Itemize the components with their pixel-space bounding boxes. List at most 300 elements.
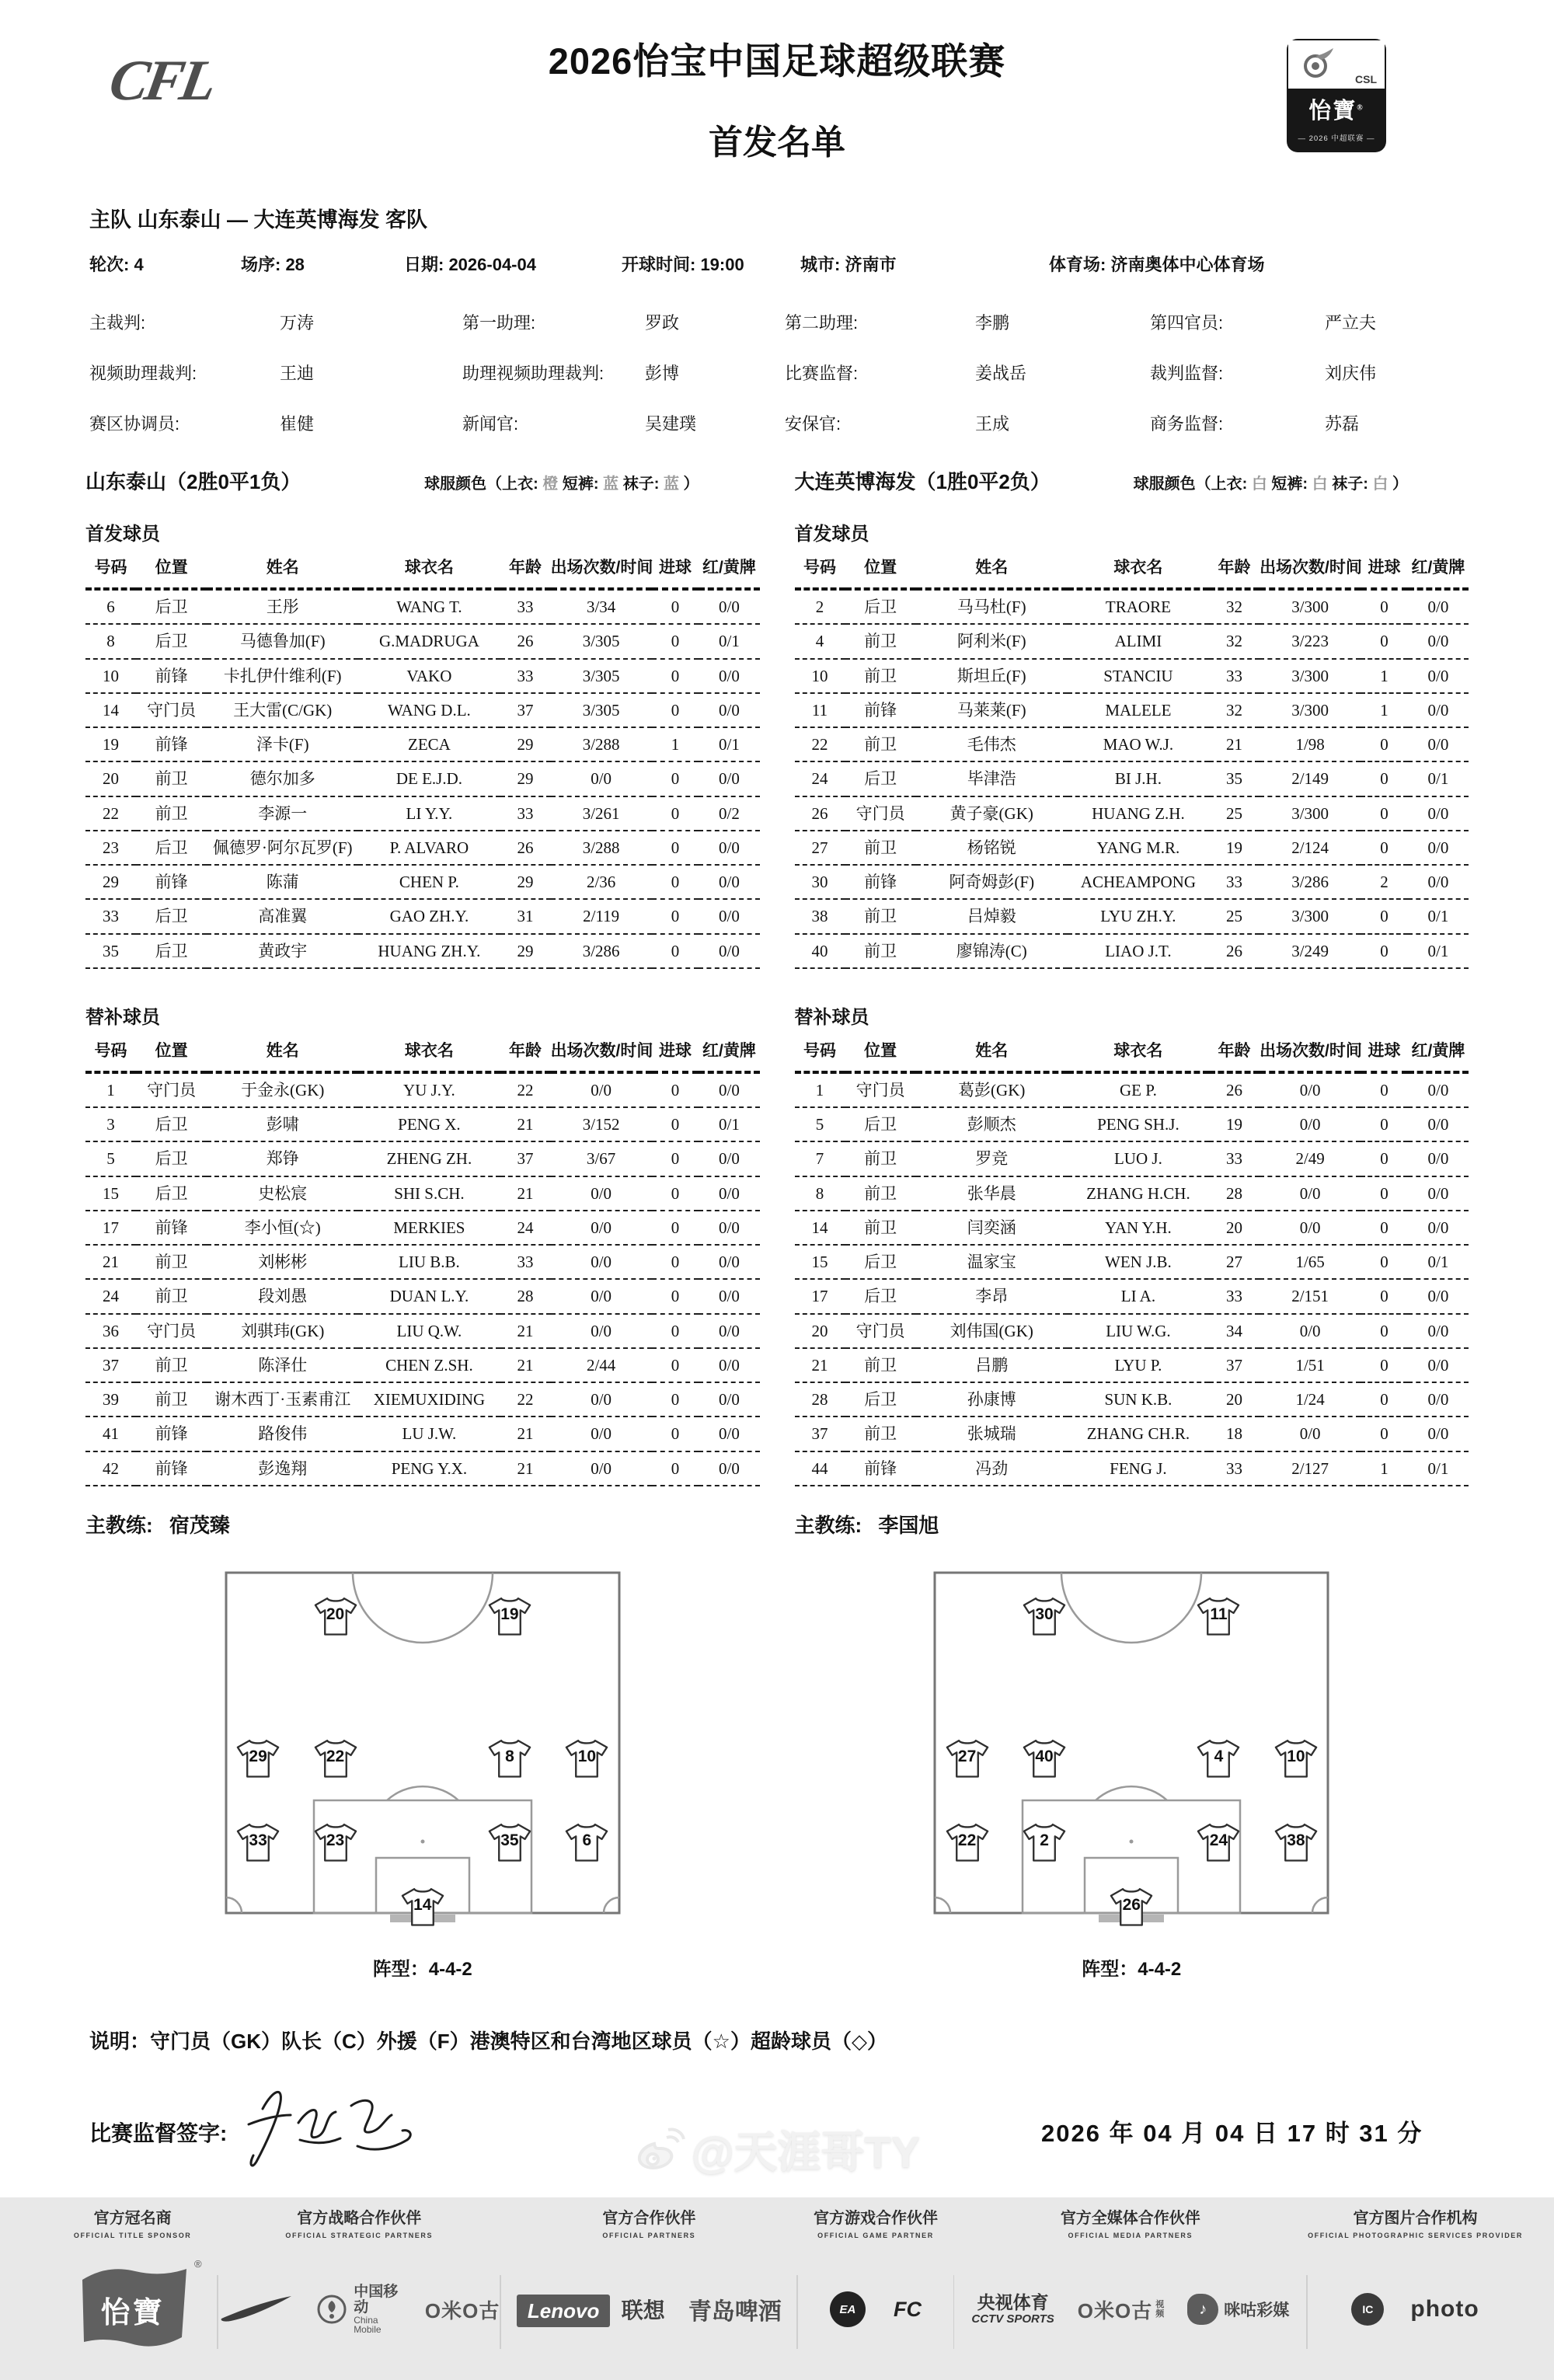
yibao-flag-logo — [75, 2257, 202, 2358]
yibao-reg: ® — [194, 2257, 202, 2270]
cell-goals: 0 — [1361, 1107, 1408, 1141]
pitch-lines — [225, 1571, 621, 1927]
cell-shirt-name: ALIMI — [1068, 624, 1209, 658]
cell-number: 14 — [85, 693, 136, 727]
table-row — [85, 1279, 760, 1313]
cell-goals: 0 — [652, 659, 699, 693]
home-coach-name: 宿茂臻 — [169, 1513, 230, 1537]
cell-shirt-name: ZHANG CH.R. — [1068, 1417, 1209, 1451]
watermark — [0, 2118, 1554, 2180]
cell-shirt-name: WANG T. — [358, 589, 500, 624]
jersey-number: 22 — [957, 1831, 977, 1850]
cell-apps-minutes: 0/0 — [1260, 1107, 1361, 1141]
player-jersey — [1274, 1822, 1319, 1864]
official-label: 第二助理: — [785, 313, 859, 333]
cell-age: 21 — [500, 1451, 551, 1486]
home-kit-colors — [424, 471, 759, 493]
cell-position: 守门员 — [845, 1072, 916, 1107]
cell-cards: 0/1 — [699, 1107, 759, 1141]
cell-cards: 0/1 — [699, 624, 759, 658]
cell-apps-minutes: 2/149 — [1260, 761, 1361, 796]
player-jersey — [235, 1738, 280, 1780]
cell-name: 高准翼 — [207, 899, 358, 933]
player-jersey — [313, 1822, 358, 1864]
cell-shirt-name: LIU Q.W. — [358, 1314, 500, 1348]
cell-position: 前卫 — [136, 1348, 207, 1382]
sponsor-label-en: OFFICIAL STRATEGIC PARTNERS — [285, 2231, 434, 2239]
cell-apps-minutes: 0/0 — [551, 1279, 652, 1313]
info-item: 场序: 28 — [241, 255, 305, 274]
cell-cards: 0/1 — [699, 727, 759, 761]
sponsor-group-strategic — [218, 2205, 500, 2380]
cell-apps-minutes: 0/0 — [551, 1417, 652, 1451]
cell-age: 21 — [500, 1176, 551, 1211]
cell-name: 阿奇姆彭(F) — [916, 865, 1068, 899]
cell-cards: 0/0 — [699, 899, 759, 933]
table-row — [795, 727, 1469, 761]
cell-age: 22 — [500, 1382, 551, 1417]
cell-cards: 0/0 — [1408, 693, 1469, 727]
cell-goals: 0 — [652, 1451, 699, 1486]
column-header: 球衣名 — [1068, 1035, 1209, 1072]
table-row — [85, 796, 760, 831]
table-row — [85, 1314, 760, 1348]
badge-brand-text: 怡寶 — [1308, 99, 1357, 124]
kit-socks-color: 蓝 — [663, 476, 679, 493]
china-mobile-cn: 中国移动 — [354, 2283, 399, 2316]
home-starters-title: 首发球员 — [85, 524, 160, 545]
kit-shorts-color: 白 — [1312, 476, 1328, 493]
cell-age: 26 — [1209, 1072, 1260, 1107]
table-row — [795, 624, 1469, 658]
official-value: 姜战岳 — [975, 364, 1027, 383]
cell-position: 守门员 — [845, 1314, 916, 1348]
cell-shirt-name: WEN J.B. — [1068, 1245, 1209, 1279]
cell-position: 前卫 — [845, 899, 916, 933]
cell-goals: 0 — [652, 624, 699, 658]
cell-shirt-name: LYU P. — [1068, 1348, 1209, 1382]
jersey-number: 22 — [326, 1748, 345, 1766]
table-row — [795, 1314, 1469, 1348]
column-header: 号码 — [795, 1035, 845, 1072]
cell-age: 21 — [1209, 727, 1260, 761]
cell-position: 后卫 — [136, 831, 207, 865]
table-header-row — [795, 1035, 1469, 1072]
cell-shirt-name: DUAN L.Y. — [358, 1279, 500, 1313]
column-header: 球衣名 — [1068, 552, 1209, 589]
watermark-text: @天涯哥TY — [691, 2127, 921, 2176]
home-coach-line — [85, 1510, 760, 1538]
jersey-number: 11 — [1210, 1605, 1228, 1624]
cell-cards: 0/0 — [699, 693, 759, 727]
cell-name: 张华晨 — [916, 1176, 1068, 1211]
cell-age: 37 — [500, 1141, 551, 1176]
cell-name: 郑铮 — [207, 1141, 358, 1176]
cell-goals: 0 — [1361, 1314, 1408, 1348]
cell-number: 39 — [85, 1382, 136, 1417]
legend-notes: 说明：守门员（GK）队长（C）外援（F）港澳特区和台湾地区球员（☆）超龄球员（◇） — [89, 2029, 887, 2053]
cell-apps-minutes: 2/44 — [551, 1348, 652, 1382]
cell-number: 40 — [795, 934, 845, 968]
column-header: 进球 — [1361, 1035, 1408, 1072]
lenovo-logo — [517, 2294, 665, 2325]
table-row — [85, 589, 760, 624]
cell-goals: 0 — [652, 796, 699, 831]
cell-cards: 0/0 — [699, 1417, 759, 1451]
cell-number: 20 — [85, 761, 136, 796]
cell-position: 后卫 — [845, 589, 916, 624]
cell-goals: 0 — [652, 1314, 699, 1348]
cell-age: 18 — [1209, 1417, 1260, 1451]
cell-cards: 0/1 — [1408, 1245, 1469, 1279]
cell-name: 于金永(GK) — [207, 1072, 358, 1107]
table-row — [795, 865, 1469, 899]
column-header: 位置 — [845, 552, 916, 589]
cell-goals: 0 — [652, 1245, 699, 1279]
cell-apps-minutes: 2/127 — [1260, 1451, 1361, 1486]
cell-goals: 0 — [1361, 761, 1408, 796]
column-header: 出场次数/时间 — [1260, 1035, 1361, 1072]
cell-position: 前锋 — [136, 1451, 207, 1486]
cell-name: 彭啸 — [207, 1107, 358, 1141]
cell-position: 前卫 — [136, 1245, 207, 1279]
jersey-number: 20 — [326, 1605, 345, 1624]
cell-name: 斯坦丘(F) — [916, 659, 1068, 693]
official-label: 商务监督: — [1150, 414, 1224, 434]
cell-position: 前卫 — [845, 831, 916, 865]
cell-age: 32 — [1209, 624, 1260, 658]
table-row — [795, 693, 1469, 727]
cell-name: 路俊伟 — [207, 1417, 358, 1451]
cell-goals: 0 — [652, 1382, 699, 1417]
cell-name: 彭顺杰 — [916, 1107, 1068, 1141]
kit-label: 球服颜色（上衣: — [1133, 476, 1248, 493]
cell-shirt-name: PENG Y.X. — [358, 1451, 500, 1486]
cell-cards: 0/0 — [1408, 865, 1469, 899]
cell-number: 24 — [85, 1279, 136, 1313]
cell-number: 42 — [85, 1451, 136, 1486]
cell-apps-minutes: 3/300 — [1260, 589, 1361, 624]
cell-shirt-name: YU J.Y. — [358, 1072, 500, 1107]
jersey-number: 33 — [249, 1831, 267, 1850]
cell-number: 37 — [85, 1348, 136, 1382]
away-subs-title: 替补球员 — [794, 1006, 869, 1028]
cell-shirt-name: WANG D.L. — [358, 693, 500, 727]
cell-name: 马马杜(F) — [916, 589, 1068, 624]
table-row — [85, 693, 760, 727]
ea-sports-icon: EA — [830, 2291, 866, 2327]
cell-number: 37 — [795, 1417, 845, 1451]
cell-age: 34 — [1209, 1314, 1260, 1348]
cell-name: 黄政宇 — [207, 934, 358, 968]
table-row — [85, 899, 760, 933]
cell-goals: 0 — [652, 1211, 699, 1245]
cell-goals: 0 — [652, 1348, 699, 1382]
lenovo-cn: 联想 — [621, 2298, 665, 2323]
cell-position: 守门员 — [845, 796, 916, 831]
cell-goals: 0 — [652, 1141, 699, 1176]
table-row — [795, 796, 1469, 831]
cell-cards: 0/0 — [699, 1451, 759, 1486]
jersey-number: 8 — [505, 1748, 514, 1766]
column-header: 年龄 — [1209, 552, 1260, 589]
cell-number: 15 — [85, 1176, 136, 1211]
info-item: 体育场: 济南奥体中心体育场 — [1049, 255, 1265, 274]
cell-shirt-name: SHI S.CH. — [358, 1176, 500, 1211]
cell-position: 前卫 — [845, 1211, 916, 1245]
cell-apps-minutes: 3/288 — [551, 727, 652, 761]
cell-goals: 0 — [1361, 1382, 1408, 1417]
jersey-number: 35 — [500, 1831, 519, 1850]
cell-name: 泽卡(F) — [207, 727, 358, 761]
cell-age: 33 — [500, 796, 551, 831]
player-jersey — [1022, 1738, 1067, 1780]
column-header: 号码 — [795, 552, 845, 589]
cell-age: 29 — [500, 934, 551, 968]
jersey-number: 30 — [1035, 1605, 1054, 1624]
table-row — [795, 934, 1469, 968]
cell-name: 刘伟国(GK) — [916, 1314, 1068, 1348]
cell-cards: 0/0 — [699, 1348, 759, 1382]
cell-cards: 0/0 — [699, 831, 759, 865]
cell-position: 后卫 — [136, 934, 207, 968]
cell-age: 35 — [1209, 761, 1260, 796]
official-label: 裁判监督: — [1150, 364, 1224, 383]
cell-name: 黄子豪(GK) — [916, 796, 1068, 831]
cell-position: 前卫 — [136, 1382, 207, 1417]
migu-video-suffix: 视 — [1155, 2300, 1165, 2310]
away-formation-pitch — [933, 1571, 1329, 1927]
cell-goals: 0 — [1361, 899, 1408, 933]
cell-shirt-name: LI A. — [1068, 1279, 1209, 1313]
cell-apps-minutes: 0/0 — [551, 1314, 652, 1348]
cell-apps-minutes: 1/24 — [1260, 1382, 1361, 1417]
cell-position: 后卫 — [845, 1382, 916, 1417]
sponsor-label-cn: 官方战略合作伙伴 — [297, 2209, 422, 2227]
cell-shirt-name: G.MADRUGA — [358, 624, 500, 658]
cell-apps-minutes: 3/249 — [1260, 934, 1361, 968]
cell-cards: 0/0 — [1408, 1417, 1469, 1451]
cell-number: 33 — [85, 899, 136, 933]
table-row — [795, 899, 1469, 933]
cell-cards: 0/0 — [1408, 727, 1469, 761]
cell-number: 14 — [795, 1211, 845, 1245]
cell-number: 30 — [795, 865, 845, 899]
badge-brand — [1288, 93, 1385, 125]
header — [0, 0, 1554, 183]
kit-label: 短裤: — [562, 476, 599, 493]
cell-cards: 0/0 — [1408, 831, 1469, 865]
sponsor-label-en: OFFICIAL GAME PARTNER — [817, 2231, 934, 2239]
official-label: 赛区协调员: — [89, 414, 180, 434]
cell-shirt-name: LIU B.B. — [358, 1245, 500, 1279]
cell-age: 19 — [1209, 831, 1260, 865]
cell-cards: 0/1 — [1408, 934, 1469, 968]
cell-number: 35 — [85, 934, 136, 968]
sponsor-label-cn: 官方冠名商 — [93, 2209, 172, 2227]
cell-name: 刘骐玮(GK) — [207, 1314, 358, 1348]
cell-cards: 0/0 — [1408, 796, 1469, 831]
cell-number: 10 — [795, 659, 845, 693]
cell-position: 后卫 — [845, 1107, 916, 1141]
cell-position: 守门员 — [136, 693, 207, 727]
cell-age: 19 — [1209, 1107, 1260, 1141]
cell-number: 26 — [795, 796, 845, 831]
cell-name: 罗竞 — [916, 1141, 1068, 1176]
cell-position: 前卫 — [136, 761, 207, 796]
migu-caimei-text: 咪咕彩媒 — [1224, 2302, 1290, 2320]
cell-apps-minutes: 3/34 — [551, 589, 652, 624]
table-row — [85, 1382, 760, 1417]
jersey-number: 38 — [1287, 1831, 1305, 1850]
cell-goals: 0 — [652, 1279, 699, 1313]
column-header: 姓名 — [916, 552, 1068, 589]
cell-number: 24 — [795, 761, 845, 796]
kit-socks-color: 白 — [1372, 476, 1388, 493]
badge-season: — 2026 中超联赛 — — [1298, 134, 1375, 143]
cell-shirt-name: CHEN P. — [358, 865, 500, 899]
cell-goals: 0 — [652, 589, 699, 624]
cell-cards: 0/0 — [1408, 589, 1469, 624]
kit-label: 袜子: — [1332, 476, 1368, 493]
cell-shirt-name: SUN K.B. — [1068, 1382, 1209, 1417]
cell-apps-minutes: 2/119 — [551, 899, 652, 933]
cell-shirt-name: LIU W.G. — [1068, 1314, 1209, 1348]
cell-cards: 0/1 — [1408, 899, 1469, 933]
official-value: 万涛 — [280, 313, 315, 333]
column-header: 球衣名 — [358, 552, 500, 589]
cell-position: 前锋 — [136, 865, 207, 899]
cell-apps-minutes: 0/0 — [551, 1211, 652, 1245]
cell-shirt-name: MERKIES — [358, 1211, 500, 1245]
official-label: 比赛监督: — [785, 364, 859, 383]
official-label: 安保官: — [785, 414, 841, 434]
jersey-number: 19 — [500, 1605, 519, 1624]
cell-age: 33 — [500, 1245, 551, 1279]
cell-goals: 1 — [1361, 693, 1408, 727]
cell-number: 1 — [795, 1072, 845, 1107]
cell-shirt-name: MALELE — [1068, 693, 1209, 727]
cell-goals: 0 — [1361, 589, 1408, 624]
cell-shirt-name: XIEMUXIDING — [358, 1382, 500, 1417]
cell-name: 史松宸 — [207, 1176, 358, 1211]
table-row — [795, 1417, 1469, 1451]
player-jersey — [1196, 1822, 1241, 1864]
cell-position: 前卫 — [845, 1141, 916, 1176]
table-row — [85, 831, 760, 865]
player-jersey — [487, 1738, 532, 1780]
table-row — [85, 1417, 760, 1451]
cell-cards: 0/0 — [699, 589, 759, 624]
cell-goals: 0 — [1361, 934, 1408, 968]
away-starters-title: 首发球员 — [794, 524, 869, 545]
cell-apps-minutes: 0/0 — [551, 1176, 652, 1211]
cell-number: 3 — [85, 1107, 136, 1141]
cell-name: 毕津浩 — [916, 761, 1068, 796]
cell-shirt-name: PENG SH.J. — [1068, 1107, 1209, 1141]
jersey-number: 4 — [1214, 1748, 1224, 1766]
table-row — [795, 589, 1469, 624]
cell-position: 前卫 — [845, 727, 916, 761]
table-row — [85, 934, 760, 968]
cell-number: 4 — [795, 624, 845, 658]
cell-cards: 0/0 — [699, 1211, 759, 1245]
cell-goals: 0 — [1361, 1279, 1408, 1313]
cell-position: 守门员 — [136, 1072, 207, 1107]
table-row — [795, 1072, 1469, 1107]
player-jersey — [1022, 1822, 1067, 1864]
info-item: 开球时间: 19:00 — [622, 255, 744, 274]
cell-cards: 0/0 — [699, 1141, 759, 1176]
cell-position: 后卫 — [136, 899, 207, 933]
cell-number: 20 — [795, 1314, 845, 1348]
official-value: 罗政 — [645, 313, 680, 333]
cell-position: 后卫 — [136, 624, 207, 658]
column-header: 红/黄牌 — [699, 552, 759, 589]
cell-age: 33 — [500, 659, 551, 693]
cell-shirt-name: ZHENG ZH. — [358, 1141, 500, 1176]
cell-name: 谢木西丁·玉素甫江 — [207, 1382, 358, 1417]
column-header: 位置 — [845, 1035, 916, 1072]
cell-age: 37 — [500, 693, 551, 727]
cell-age: 33 — [1209, 1141, 1260, 1176]
page-subtitle: 首发名单 — [709, 124, 845, 162]
cell-age: 22 — [500, 1072, 551, 1107]
cell-apps-minutes: 1/98 — [1260, 727, 1361, 761]
badge-reg: ® — [1357, 103, 1364, 113]
cell-apps-minutes: 0/0 — [551, 1072, 652, 1107]
player-jersey — [1274, 1738, 1319, 1780]
cell-shirt-name: LU J.W. — [358, 1417, 500, 1451]
away-formation-label: 阵型：4-4-2 — [1082, 1958, 1182, 1980]
cell-cards: 0/0 — [1408, 1314, 1469, 1348]
cell-name: 卡扎伊什维利(F) — [207, 659, 358, 693]
migu-logo-text: O米O古 — [424, 2298, 500, 2323]
cell-apps-minutes: 3/286 — [1260, 865, 1361, 899]
tsingtao-logo-text: 青岛啤酒 — [688, 2299, 782, 2326]
cell-apps-minutes: 2/124 — [1260, 831, 1361, 865]
cell-position: 后卫 — [136, 1176, 207, 1211]
cell-number: 36 — [85, 1314, 136, 1348]
cell-number: 27 — [795, 831, 845, 865]
cell-shirt-name: LI Y.Y. — [358, 796, 500, 831]
cell-age: 33 — [1209, 865, 1260, 899]
cell-shirt-name: LYU ZH.Y. — [1068, 899, 1209, 933]
cell-goals: 0 — [652, 831, 699, 865]
kit-shirt-color: 白 — [1251, 476, 1267, 493]
cell-cards: 0/1 — [1408, 1451, 1469, 1486]
table-row — [85, 659, 760, 693]
cell-number: 44 — [795, 1451, 845, 1486]
cell-name: 孙康博 — [916, 1382, 1068, 1417]
csl-swirl-icon — [1299, 47, 1335, 82]
cell-number: 8 — [795, 1176, 845, 1211]
home-subs-table — [85, 1035, 760, 1486]
cell-apps-minutes: 3/67 — [551, 1141, 652, 1176]
cell-age: 25 — [1209, 899, 1260, 933]
cell-number: 22 — [85, 796, 136, 831]
cell-number: 21 — [85, 1245, 136, 1279]
player-jersey — [313, 1596, 358, 1638]
cell-name: 段刘愚 — [207, 1279, 358, 1313]
pitch-lines — [933, 1571, 1329, 1927]
cell-cards: 0/0 — [1408, 1348, 1469, 1382]
cell-cards: 0/0 — [699, 1382, 759, 1417]
cell-position: 前卫 — [845, 1176, 916, 1211]
cell-goals: 0 — [652, 1107, 699, 1141]
table-row — [795, 659, 1469, 693]
cell-age: 20 — [1209, 1382, 1260, 1417]
